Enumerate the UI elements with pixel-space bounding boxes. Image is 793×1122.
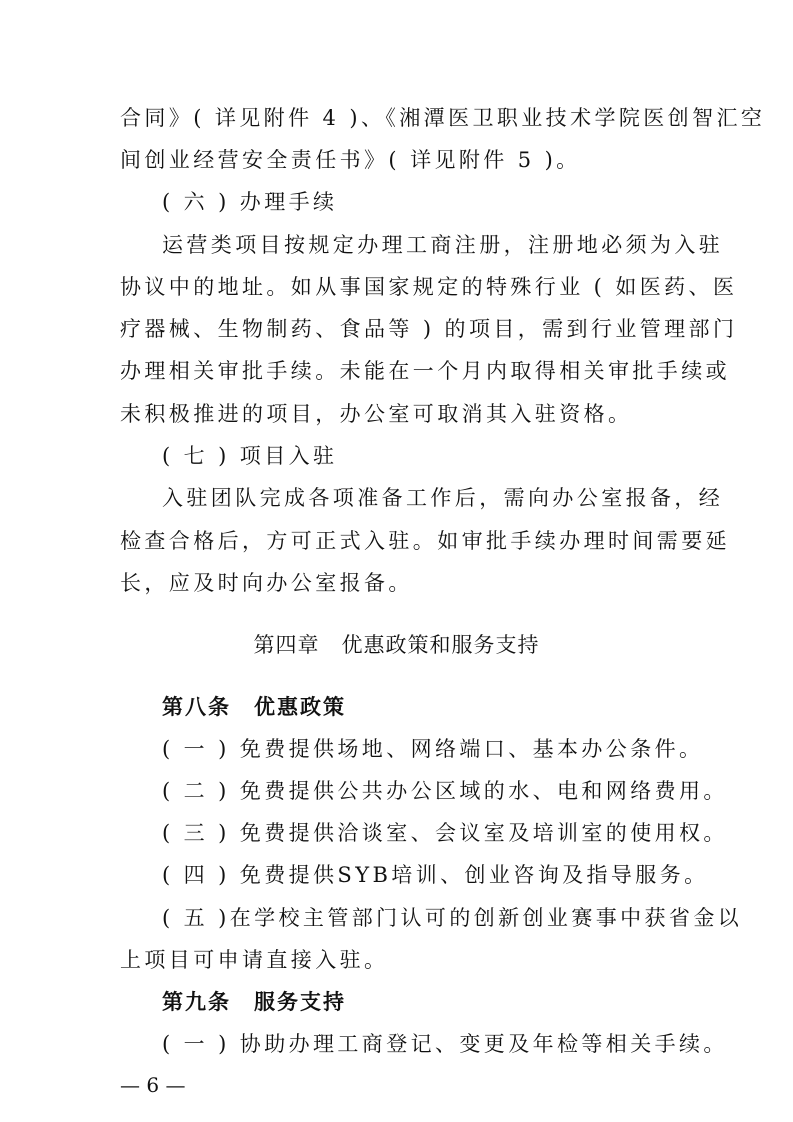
paragraph-line: 合同》( 详见附件 4 )、《湘潭医卫职业技术学院医创智汇空 — [120, 106, 766, 130]
page-number: — 6 — — [120, 1073, 186, 1097]
paragraph-line: 间创业经营安全责任书》( 详见附件 5 )。 — [120, 148, 581, 172]
list-item: ( 二 ) 免费提供公共办公区域的水、电和网络费用。 — [162, 779, 728, 803]
section-heading-7: ( 七 ) 项目入驻 — [162, 444, 338, 468]
paragraph-line: 检查合格后，方可正式入驻。如审批手续办理时间需要延 — [120, 529, 730, 553]
list-item: ( 四 ) 免费提供SYB培训、创业咨询及指导服务。 — [162, 863, 709, 887]
paragraph-line: 协议中的地址。如从事国家规定的特殊行业 ( 如医药、医 — [120, 275, 738, 299]
list-item: ( 一 ) 协助办理工商登记、变更及年检等相关手续。 — [162, 1032, 728, 1056]
paragraph-line: 运营类项目按规定办理工商注册，注册地必须为入驻 — [162, 233, 724, 257]
paragraph-line: 长，应及时向办公室报备。 — [120, 571, 413, 595]
list-item: ( 五 )在学校主管部门认可的创新创业赛事中获省金以 — [162, 906, 743, 930]
article-8-title: 第八条 优惠政策 — [162, 695, 346, 719]
list-item: ( 三 ) 免费提供洽谈室、会议室及培训室的使用权。 — [162, 821, 728, 845]
paragraph-line: 疗器械、生物制药、食品等 ) 的项目，需到行业管理部门 — [120, 317, 738, 341]
chapter-title: 第四章 优惠政策和服务支持 — [253, 633, 540, 657]
list-item-continuation: 上项目可申请直接入驻。 — [120, 948, 389, 972]
paragraph-line: 未积极推进的项目，办公室可取消其入驻资格。 — [120, 402, 633, 426]
article-9-title: 第九条 服务支持 — [162, 990, 346, 1014]
list-item: ( 一 ) 免费提供场地、网络端口、基本办公条件。 — [162, 737, 704, 761]
paragraph-line: 办理相关审批手续。未能在一个月内取得相关审批手续或 — [120, 359, 730, 383]
paragraph-line: 入驻团队完成各项准备工作后，需向办公室报备，经 — [162, 486, 724, 510]
section-heading-6: ( 六 ) 办理手续 — [162, 190, 338, 214]
